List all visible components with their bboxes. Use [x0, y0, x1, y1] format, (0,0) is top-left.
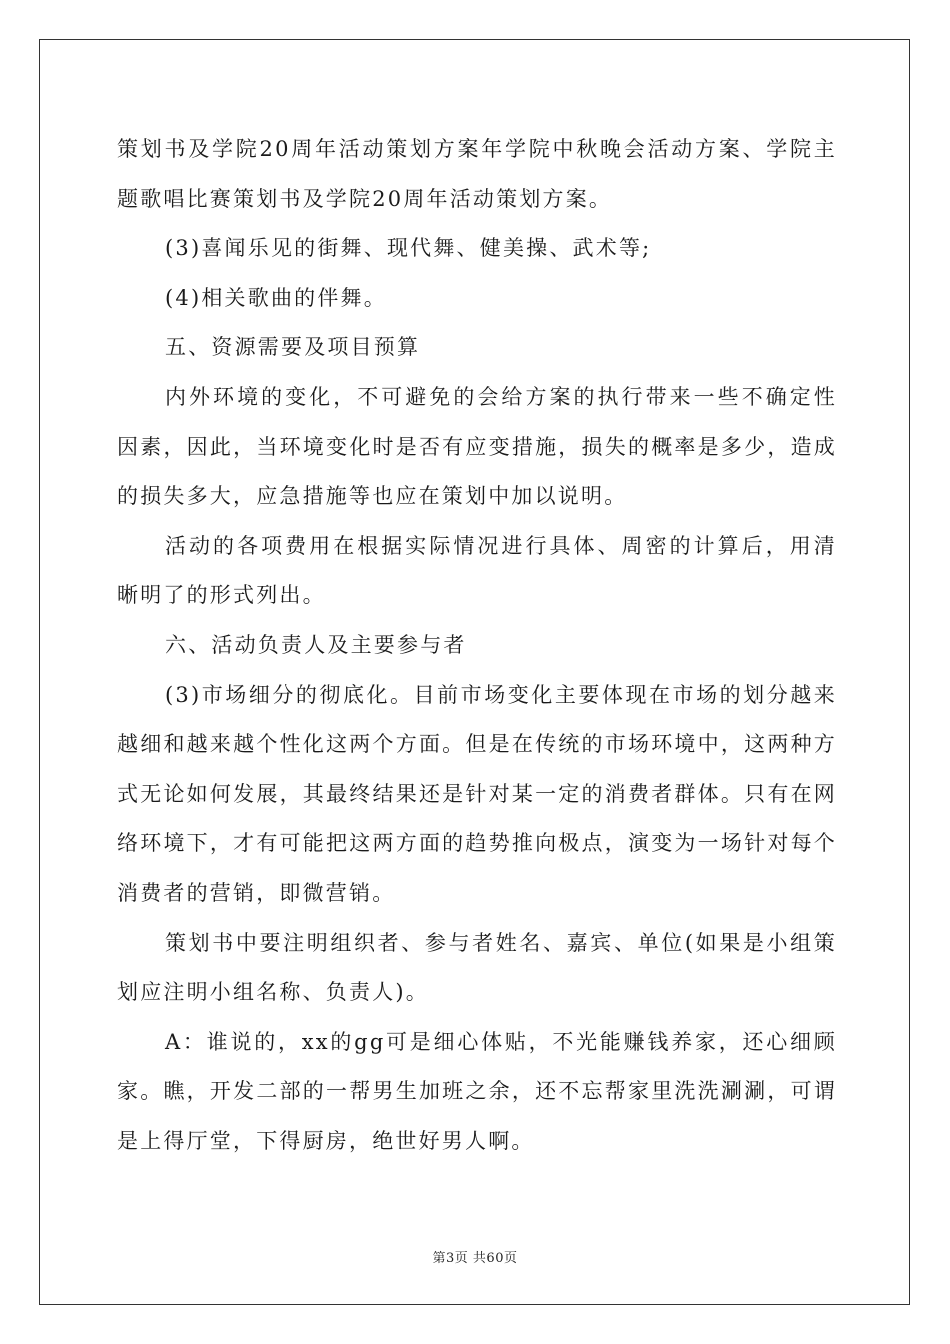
page-number-footer: 第3页 共60页	[432, 1251, 518, 1266]
paragraph-8: (3)市场细分的彻底化。目前市场变化主要体现在市场的划分越来越细和越来越个性化这两个方面。但是在传统的市场环境中，这两种方式无论如何发展，其最终结果还是针对某一定的消费者群体。只有在网络环境下，才有可能把这两方面的趋势推向极点，演变为一场针对每个消费者的营销，即微营销。	[117, 682, 837, 905]
paragraph-9: 策划书中要注明组织者、参与者姓名、嘉宾、单位(如果是小组策划应注明小组名称、负责人)。	[117, 930, 837, 1005]
paragraph-6: 活动的各项费用在根据实际情况进行具体、周密的计算后，用清晰明了的形式列出。	[117, 533, 837, 608]
paragraph-3: (4)相关歌曲的伴舞。	[165, 285, 387, 310]
paragraph-10: A：谁说的，xx的gg可是细心体贴，不光能赚钱养家，还心细顾家。瞧，开发二部的一帮男生加班之余，还不忘帮家里洗洗涮涮，可谓是上得厅堂，下得厨房，绝世好男人啊。	[117, 1029, 837, 1153]
paragraph-5: 内外环境的变化，不可避免的会给方案的执行带来一些不确定性因素，因此，当环境变化时是否有应变措施，损失的概率是多少，造成的损失多大，应急措施等也应在策划中加以说明。	[117, 384, 837, 509]
document-body	[117, 125, 837, 1166]
paragraph-2: (3)喜闻乐见的街舞、现代舞、健美操、武术等;	[165, 236, 652, 261]
paragraph-1: 策划书及学院20周年活动策划方案年学院中秋晚会活动方案、学院主题歌唱比赛策划书及学院20周年活动策划方案。	[117, 137, 837, 211]
section-heading-6: 六、活动负责人及主要参与者	[165, 632, 467, 657]
section-heading-5: 五、资源需要及项目预算	[165, 335, 421, 360]
